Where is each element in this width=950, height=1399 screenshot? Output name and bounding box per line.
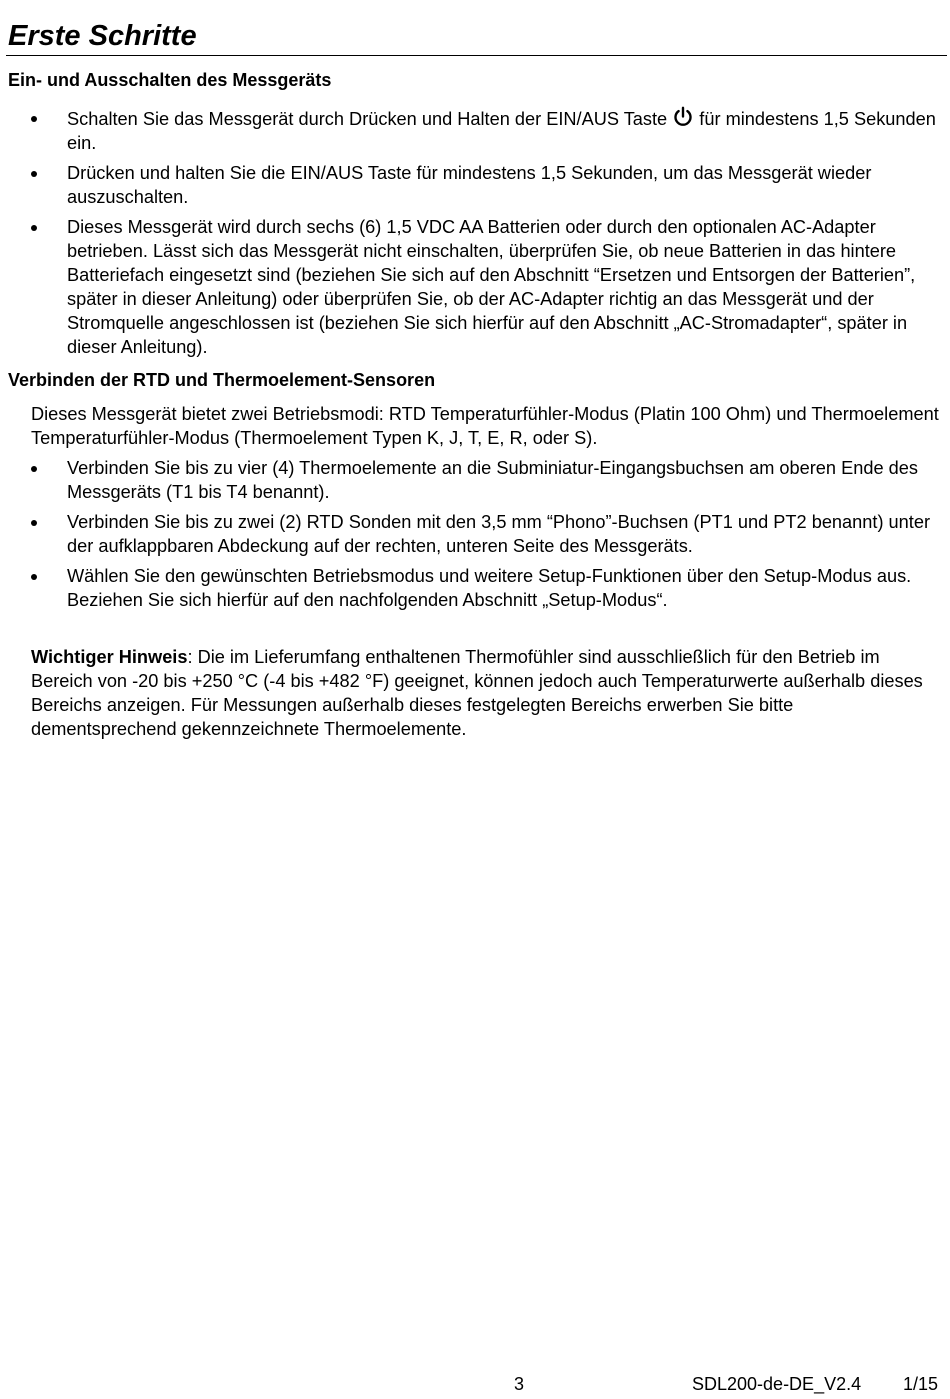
bullet-dot xyxy=(31,225,37,231)
bullet-text: Dieses Messgerät wird durch sechs (6) 1,5 VDC AA Batterien oder durch den optionalen AC-Adapter betrieben. Lässt sich das Messgerät nicht einschalten, überprüfen Sie, ob neue Batterien in das hintere Batteriefach eingesetzt sind (beziehen Sie sich auf den Abschnitt “Ersetzen und Entsorgen der Batterien”, später in dieser Anleitung) oder überprüfen Sie, ob der AC-Adapter richtig an das Messgerät und der Stromquelle angeschlossen ist (beziehen Sie sich hierfür auf den Abschnitt „AC-Stromadapter“, später in dieser Anleitung). xyxy=(67,217,916,357)
bullet-text: Wählen Sie den gewünschten Betriebsmodus und weitere Setup-Funktionen über den Setup-Modus aus. Beziehen Sie sich hierfür auf den nachfolgenden Abschnitt „Setup-Modus“. xyxy=(67,566,912,610)
power-icon xyxy=(672,106,694,128)
section-heading-power: Ein- und Ausschalten des Messgeräts xyxy=(8,70,332,90)
title-divider xyxy=(6,55,947,56)
bullet-text: Verbinden Sie bis zu vier (4) Thermoelemente an die Subminiatur-Eingangsbuchsen am oberen Ende des Messgeräts (T1 bis T4 benannt). xyxy=(67,458,918,502)
important-note-text: : Die im Lieferumfang enthaltenen Thermofühler sind ausschließlich für den Betrieb im Bereich von -20 bis +250 °C (-4 bis +482 °F) geeignet, können jedoch auch Temperaturwerte außerhalb dieses Bereichs anzeigen. Für Messungen außerhalb dieses festgelegten Bereichs erwerben Sie bitte dementsprechend gekennzeichnete Thermoelemente. xyxy=(31,647,923,739)
page-number: 3 xyxy=(514,1374,525,1394)
bullet-text: Schalten Sie das Messgerät durch Drücken und Halten der EIN/AUS Taste xyxy=(67,109,668,129)
document-page: 1/15 xyxy=(903,1374,939,1394)
list-item xyxy=(0,106,950,155)
sensors-bullet-list xyxy=(0,456,950,618)
sensors-intro: Dieses Messgerät bietet zwei Betriebsmodi: RTD Temperaturfühler-Modus (Platin 100 Ohm) und Thermoelement Temperaturfühler-Modus (Thermoelement Typen K, J, T, E, R, oder S). xyxy=(31,404,939,448)
list-item xyxy=(0,564,950,612)
list-item xyxy=(0,456,950,504)
bullet-dot xyxy=(31,520,37,526)
list-item xyxy=(0,161,950,209)
important-note-label: Wichtiger Hinweis xyxy=(31,647,188,667)
bullet-dot xyxy=(31,466,37,472)
list-item xyxy=(0,510,950,558)
section-heading-sensors: Verbinden der RTD und Thermoelement-Sensoren xyxy=(8,370,436,390)
document-id: SDL200-de-DE_V2.4 xyxy=(692,1374,862,1394)
bullet-text: Verbinden Sie bis zu zwei (2) RTD Sonden mit den 3,5 mm “Phono”-Buchsen (PT1 und PT2 benannt) unter der aufklappbaren Abdeckung auf der rechten, unteren Seite des Messgeräts. xyxy=(67,512,931,556)
bullet-dot xyxy=(31,116,37,122)
bullet-text: Drücken und halten Sie die EIN/AUS Taste für mindestens 1,5 Sekunden, um das Messgerät wieder auszuschalten. xyxy=(67,163,872,207)
power-bullet-list xyxy=(0,106,950,365)
bullet-dot xyxy=(31,171,37,177)
important-note xyxy=(31,645,943,741)
bullet-dot xyxy=(31,574,37,580)
list-item xyxy=(0,215,950,359)
page-title: Erste Schritte xyxy=(8,20,197,52)
bullet-text: für mindestens 1,5 Sekunden ein. xyxy=(67,109,936,153)
